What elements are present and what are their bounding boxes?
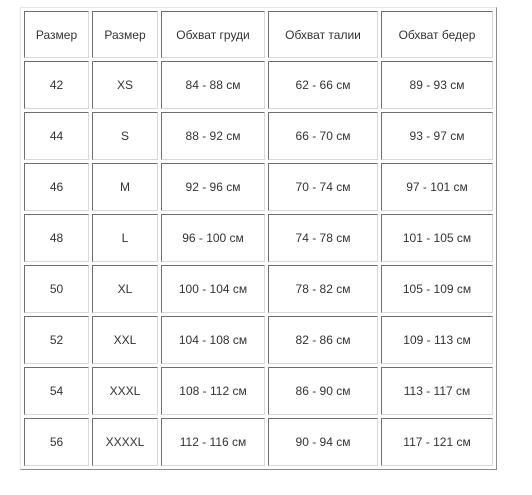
cell-hips: 117 - 121 см <box>381 418 493 466</box>
cell-waist: 90 - 94 см <box>268 418 378 466</box>
cell-size-ru: 52 <box>24 316 89 364</box>
header-hips: Обхват бедер <box>381 11 493 58</box>
cell-size-intl: XL <box>92 265 158 313</box>
header-waist: Обхват талии <box>268 11 378 58</box>
cell-size-ru: 46 <box>24 163 89 211</box>
cell-size-intl: L <box>92 214 158 262</box>
cell-size-ru: 44 <box>24 112 89 160</box>
cell-waist: 86 - 90 см <box>268 367 378 415</box>
header-size-intl: Размер <box>92 11 158 58</box>
table-header-row <box>24 11 493 58</box>
cell-chest: 108 - 112 см <box>161 367 265 415</box>
cell-chest: 88 - 92 см <box>161 112 265 160</box>
cell-size-intl: M <box>92 163 158 211</box>
cell-chest: 112 - 116 см <box>161 418 265 466</box>
header-chest: Обхват груди <box>161 11 265 58</box>
cell-waist: 62 - 66 см <box>268 61 378 109</box>
cell-waist: 82 - 86 см <box>268 316 378 364</box>
cell-size-intl: XXL <box>92 316 158 364</box>
cell-waist: 74 - 78 см <box>268 214 378 262</box>
cell-waist: 66 - 70 см <box>268 112 378 160</box>
cell-chest: 96 - 100 см <box>161 214 265 262</box>
cell-waist: 70 - 74 см <box>268 163 378 211</box>
table-row <box>24 316 493 364</box>
cell-hips: 109 - 113 см <box>381 316 493 364</box>
cell-hips: 113 - 117 см <box>381 367 493 415</box>
cell-chest: 100 - 104 см <box>161 265 265 313</box>
cell-size-ru: 42 <box>24 61 89 109</box>
table-row <box>24 163 493 211</box>
size-chart-table <box>20 7 497 470</box>
cell-hips: 89 - 93 см <box>381 61 493 109</box>
table-row <box>24 112 493 160</box>
table-row <box>24 367 493 415</box>
cell-size-ru: 50 <box>24 265 89 313</box>
cell-size-intl: XS <box>92 61 158 109</box>
cell-hips: 101 - 105 см <box>381 214 493 262</box>
cell-size-ru: 56 <box>24 418 89 466</box>
cell-hips: 93 - 97 см <box>381 112 493 160</box>
header-size-ru: Размер <box>24 11 89 58</box>
table-row <box>24 265 493 313</box>
cell-chest: 84 - 88 см <box>161 61 265 109</box>
cell-waist: 78 - 82 см <box>268 265 378 313</box>
cell-size-ru: 48 <box>24 214 89 262</box>
cell-hips: 97 - 101 см <box>381 163 493 211</box>
cell-size-intl: S <box>92 112 158 160</box>
cell-size-intl: XXXXL <box>92 418 158 466</box>
cell-hips: 105 - 109 см <box>381 265 493 313</box>
cell-chest: 92 - 96 см <box>161 163 265 211</box>
cell-size-intl: XXXL <box>92 367 158 415</box>
table-row <box>24 214 493 262</box>
cell-size-ru: 54 <box>24 367 89 415</box>
cell-chest: 104 - 108 см <box>161 316 265 364</box>
table-row <box>24 418 493 466</box>
table-row <box>24 61 493 109</box>
